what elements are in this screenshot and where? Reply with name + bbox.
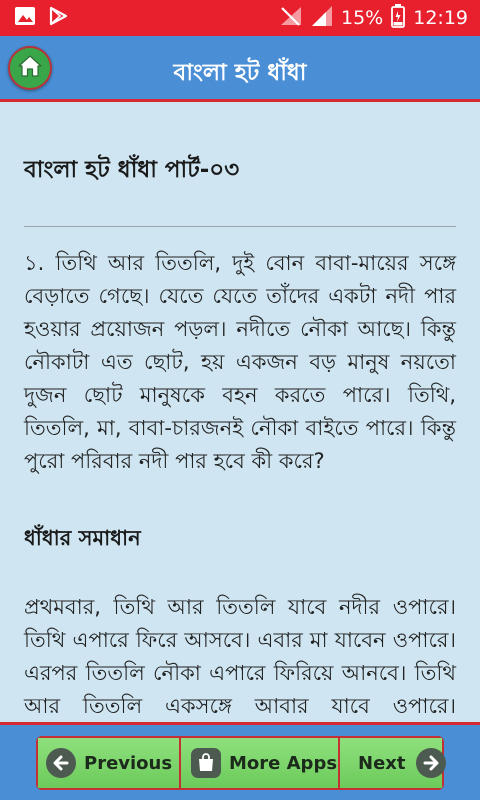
- arrow-left-icon: [46, 748, 76, 778]
- article-content[interactable]: [0, 105, 480, 722]
- more-apps-button[interactable]: [179, 738, 338, 788]
- answer-heading: ধাঁধার সমাধান: [24, 526, 141, 550]
- battery-charging-icon: [391, 4, 405, 32]
- app-title: বাংলা হট ধাঁধা: [173, 60, 307, 86]
- previous-label: Previous: [84, 752, 173, 774]
- play-store-icon: [48, 6, 68, 30]
- question-text: ১. তিথি আর তিতলি, দুই বোন বাবা-মায়ের সঙ্গে বেড়াতে গেছে। যেতে যেতে তাঁদের একটা নদী পার হওয়ার প্রয়োজন পড়ল। নদীতে নৌকা আছে। কিন্তু নৌকাটা এত ছোট, হয় একজন বড় মানুষ নয়তো দুজন ছোট মানুষকে বহন করতে পারে। তিথি, তিতলি, মা, বাবা-চারজনই নৌকা বাইতে পারে। কিন্তু পুরো পরিবার নদী পার হবে কী করে?: [24, 251, 456, 473]
- cell-signal-icon: [311, 5, 333, 31]
- next-label: Next: [358, 752, 406, 774]
- previous-button[interactable]: [38, 738, 179, 788]
- answer-text: প্রথমবার, তিথি আর তিতলি যাবে নদীর ওপারে। তিথি এপারে ফিরে আসবে। এবার মা যাবেন ওপারে। এরপর তিতলি নৌকা এপারে ফিরিয়ে আনবে। তিথি আর তিতলি একসঙ্গে আবার যাবে ওপারে।: [24, 595, 456, 718]
- post-title: বাংলা হট ধাঁধা পার্ট-০৩: [24, 157, 240, 183]
- nav-button-group: [36, 736, 444, 790]
- shopping-bag-icon: [191, 748, 221, 778]
- gallery-icon: [14, 6, 36, 30]
- arrow-right-icon: [416, 748, 446, 778]
- more-apps-label: More Apps: [229, 752, 338, 774]
- status-bar: [0, 0, 480, 36]
- wifi-off-icon: [279, 5, 303, 31]
- battery-percent: 15%: [341, 7, 384, 29]
- bottom-bar: [0, 722, 480, 800]
- app-bar: [0, 36, 480, 102]
- clock: 12:19: [413, 7, 468, 29]
- next-button[interactable]: [338, 738, 442, 788]
- divider: [24, 226, 456, 227]
